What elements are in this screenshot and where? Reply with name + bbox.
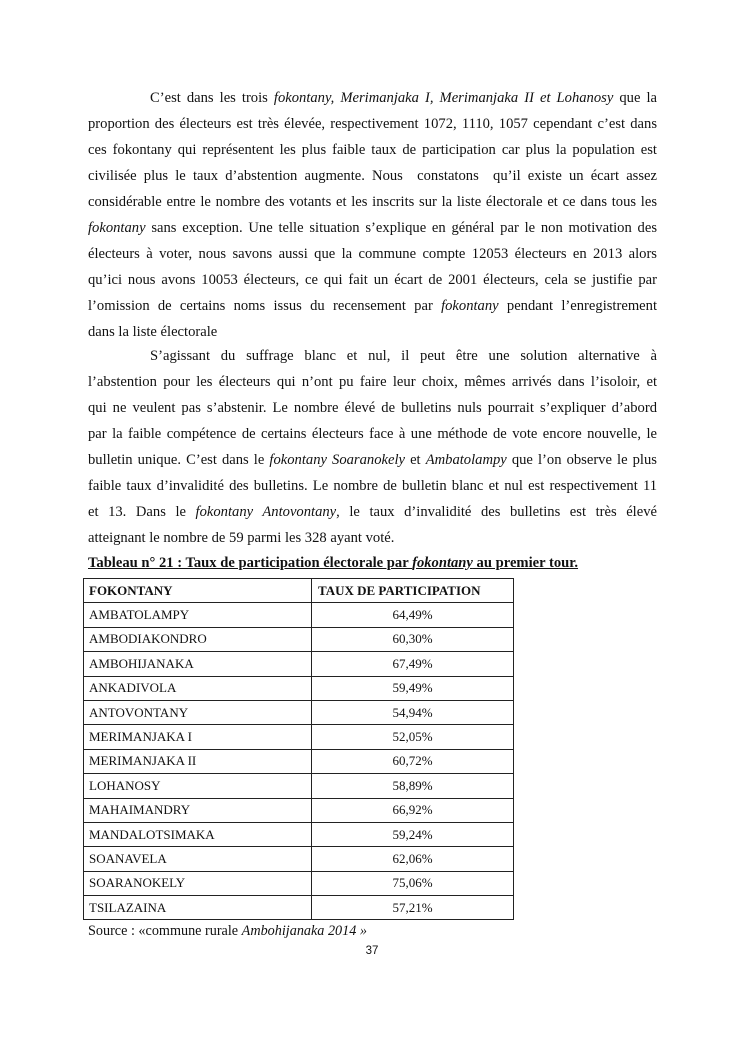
participation-cell: 60,30% — [312, 627, 514, 651]
table-row — [84, 603, 514, 627]
fokontany-cell: MERIMANJAKA I — [84, 725, 312, 749]
text-line — [88, 477, 657, 495]
participation-cell: 59,49% — [312, 676, 514, 700]
text-line — [88, 297, 657, 315]
source-note — [88, 923, 367, 940]
fokontany-cell: MANDALOTSIMAKA — [84, 822, 312, 846]
text-run: électeurs à voter, nous savons aussi que la commune compte 12053 électeurs en 2013 alors — [88, 246, 657, 262]
table-row — [84, 749, 514, 773]
caption-text: Tableau n° 21 : Taux de participation électorale par — [88, 555, 413, 571]
table-row — [84, 847, 514, 871]
text-line — [88, 219, 657, 237]
participation-cell: 75,06% — [312, 871, 514, 895]
text-line — [88, 373, 657, 391]
italic-text: fokontany Soaranokely — [269, 452, 405, 468]
participation-cell: 54,94% — [312, 700, 514, 724]
text-run: que la — [613, 90, 657, 106]
table-caption — [88, 555, 578, 572]
text-run: qui ne veulent pas s’abstenir. Le nombre élevé de bulletins nuls pourrait s’expliquer d’abord — [88, 400, 657, 416]
italic-text: Ambatolampy — [425, 452, 507, 468]
fokontany-cell: AMBODIAKONDRO — [84, 627, 312, 651]
caption-italic: fokontany — [412, 555, 473, 571]
text-line — [88, 115, 657, 133]
text-run: dans la liste électorale — [88, 324, 218, 340]
italic-text: fokontany Antovontany — [195, 504, 337, 520]
table-row — [84, 676, 514, 700]
text-line — [88, 271, 657, 289]
table-header-row — [84, 579, 514, 603]
text-line — [88, 167, 657, 185]
text-line — [150, 89, 657, 107]
italic-text: fokontany — [88, 220, 146, 236]
source-italic: Ambohijanaka 2014 » — [241, 923, 367, 939]
text-line — [88, 245, 657, 263]
header-taux: TAUX DE PARTICIPATION — [312, 579, 514, 603]
fokontany-cell: SOANAVELA — [84, 847, 312, 871]
fokontany-cell: ANTOVONTANY — [84, 700, 312, 724]
text-run: que l’on observe le plus — [506, 452, 657, 468]
text-line — [88, 529, 657, 547]
table-row — [84, 798, 514, 822]
text-line — [88, 141, 657, 159]
header-fokontany: FOKONTANY — [84, 579, 312, 603]
fokontany-cell: AMBATOLAMPY — [84, 603, 312, 627]
text-line — [88, 323, 657, 341]
text-run: civilisée plus le taux d’abstention augmente. Nous constatons qu’il existe un écart assez — [88, 168, 657, 184]
table-row — [84, 627, 514, 651]
page-number: 37 — [365, 945, 379, 957]
participation-cell: 62,06% — [312, 847, 514, 871]
participation-table — [83, 578, 514, 920]
participation-cell: 59,24% — [312, 822, 514, 846]
table-row — [84, 774, 514, 798]
text-run: ces fokontany qui représentent les plus faible taux de participation car plus la population est — [88, 142, 657, 158]
fokontany-cell: ANKADIVOLA — [84, 676, 312, 700]
text-run: , le taux d’invalidité des bulletins est très élevé — [336, 504, 657, 520]
text-run: pendant l’enregistrement — [498, 298, 657, 314]
fokontany-cell: LOHANOSY — [84, 774, 312, 798]
text-line — [88, 399, 657, 417]
participation-cell: 64,49% — [312, 603, 514, 627]
text-run: sans exception. Une telle situation s’explique en général par le non motivation des — [145, 220, 657, 236]
fokontany-cell: TSILAZAINA — [84, 896, 312, 920]
participation-cell: 60,72% — [312, 749, 514, 773]
text-line — [88, 425, 657, 443]
text-run: proportion des électeurs est très élevée, respectivement 1072, 1110, 1057 cependant c’est dans — [88, 116, 657, 132]
fokontany-cell: MAHAIMANDRY — [84, 798, 312, 822]
table-row — [84, 896, 514, 920]
caption-text-end: au premier tour. — [472, 555, 579, 571]
table-row — [84, 725, 514, 749]
text-run: par la faible compétence de certains électeurs face à une méthode de vote encore nouvelle, le — [88, 426, 657, 442]
text-line — [150, 347, 657, 365]
participation-cell: 57,21% — [312, 896, 514, 920]
table-row — [84, 652, 514, 676]
text-run: et 13. Dans le — [88, 504, 196, 520]
text-run: considérable entre le nombre des votants et les inscrits sur la liste électorale et ce dans tous les — [88, 194, 657, 210]
fokontany-cell: SOARANOKELY — [84, 871, 312, 895]
text-run: bulletin unique. C’est dans le — [88, 452, 270, 468]
text-run: l’abstention pour les électeurs qui n’ont pu faire leur choix, mêmes arrivés dans l’isoloir, et — [88, 374, 657, 390]
text-run: C’est dans les trois — [150, 90, 274, 106]
text-run: faible taux d’invalidité des bulletins. Le nombre de bulletin blanc et nul est respectivement 11 — [88, 478, 657, 494]
text-run: et — [405, 452, 426, 468]
fokontany-cell: AMBOHIJANAKA — [84, 652, 312, 676]
table-row — [84, 822, 514, 846]
table-row — [84, 700, 514, 724]
participation-cell: 58,89% — [312, 774, 514, 798]
fokontany-cell: MERIMANJAKA II — [84, 749, 312, 773]
source-text: Source : «commune rurale — [88, 923, 242, 939]
text-run: l’omission de certains noms issus du recensement par — [88, 298, 442, 314]
participation-cell: 52,05% — [312, 725, 514, 749]
italic-text: fokontany — [441, 298, 499, 314]
text-run: atteignant le nombre de 59 parmi les 328 ayant voté. — [88, 530, 395, 546]
text-run: qu’ici nous avons 10053 électeurs, ce qui fait un écart de 2001 électeurs, cela se justifie par — [88, 272, 657, 288]
participation-cell: 66,92% — [312, 798, 514, 822]
participation-cell: 67,49% — [312, 652, 514, 676]
table-row — [84, 871, 514, 895]
text-run: S’agissant du suffrage blanc et nul, il peut être une solution alternative à — [150, 348, 657, 364]
text-line — [88, 503, 657, 521]
italic-text: fokontany, Merimanjaka I, Merimanjaka II et Lohanosy — [273, 90, 614, 106]
text-line — [88, 193, 657, 211]
text-line — [88, 451, 657, 469]
